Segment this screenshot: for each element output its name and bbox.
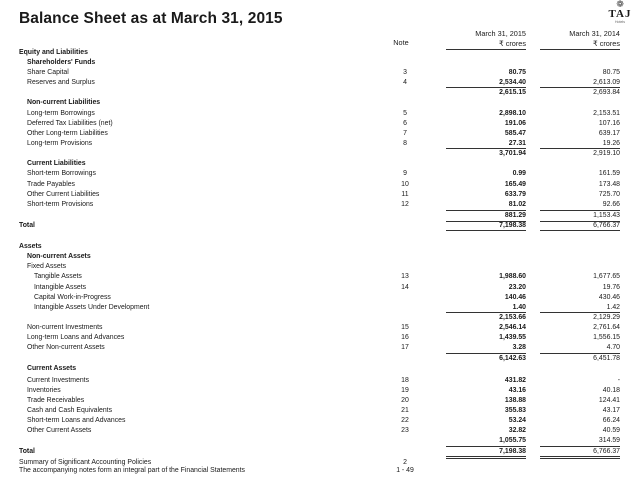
table-row xyxy=(0,333,638,343)
row-label: The accompanying notes form an integral part of the Financial Statements xyxy=(19,467,245,474)
row-label: Cash and Cash Equivalents xyxy=(27,407,113,414)
total-rule xyxy=(540,148,620,149)
subtotal-row xyxy=(0,354,638,364)
row-label: Other Current Liabilities xyxy=(27,191,100,198)
row-label: Tangible Assets xyxy=(34,273,82,280)
row-label: Shareholders' Funds xyxy=(27,59,96,66)
total-rule xyxy=(446,148,526,149)
column-2014-header xyxy=(540,29,620,49)
value-2015: 7,198.38 xyxy=(499,222,526,229)
table-row xyxy=(0,119,638,129)
table-row xyxy=(0,343,638,353)
table-row xyxy=(0,190,638,200)
value-2014: 6,766.37 xyxy=(593,448,620,455)
row-label: Intangible Assets Under Development xyxy=(34,304,150,311)
table-row xyxy=(0,466,638,476)
table-row xyxy=(0,58,638,68)
row-note: 16 xyxy=(401,334,409,341)
row-note: 15 xyxy=(401,324,409,331)
table-row xyxy=(0,242,638,252)
total-rule xyxy=(446,446,526,447)
taj-logo xyxy=(604,0,636,26)
value-2015: 165.49 xyxy=(504,181,526,188)
value-2015: 2,153.66 xyxy=(499,314,526,321)
row-label: Assets xyxy=(19,243,42,250)
value-2015: 53.24 xyxy=(508,417,526,424)
row-note: 20 xyxy=(401,397,409,404)
row-label: Current Investments xyxy=(27,377,90,384)
value-2014: 2,919.10 xyxy=(593,150,620,157)
table-row xyxy=(0,109,638,119)
table-row xyxy=(0,283,638,293)
row-label: Capital Work-in-Progress xyxy=(34,294,111,301)
value-2015: 585.47 xyxy=(504,130,526,137)
row-label: Total xyxy=(19,448,35,455)
row-label: Long-term Loans and Advances xyxy=(27,334,125,341)
table-row xyxy=(0,406,638,416)
value-2014: 1,153.43 xyxy=(593,212,620,219)
row-label: Short-term Loans and Advances xyxy=(27,417,126,424)
value-2014: 6,766.37 xyxy=(593,222,620,229)
value-2015: 881.29 xyxy=(504,212,526,219)
row-label: Inventories xyxy=(27,387,61,394)
row-note: 6 xyxy=(403,120,407,127)
table-row xyxy=(0,68,638,78)
table-row xyxy=(0,416,638,426)
row-note: 22 xyxy=(401,417,409,424)
column-2014-unit: ₹ crores xyxy=(593,39,620,48)
total-rule xyxy=(446,353,526,354)
table-row xyxy=(0,159,638,169)
logo-tagline: Hotels xyxy=(615,20,625,24)
value-2015: 81.02 xyxy=(508,201,526,208)
table-row xyxy=(0,386,638,396)
value-2015: 2,546.14 xyxy=(499,324,526,331)
row-label: Short-term Provisions xyxy=(27,201,94,208)
value-2015: 23.20 xyxy=(508,284,526,291)
row-label: Share Capital xyxy=(27,69,69,76)
row-label: Trade Receivables xyxy=(27,397,85,404)
row-label: Deferred Tax Liabilities (net) xyxy=(27,120,113,127)
row-label: Other Non-current Assets xyxy=(27,344,105,351)
total-rule xyxy=(540,446,620,447)
subtotal-row xyxy=(0,211,638,221)
value-2014: 1,677.65 xyxy=(593,273,620,280)
subtotal-row xyxy=(0,313,638,323)
value-2014: 2,153.51 xyxy=(593,110,620,117)
row-label: Trade Payables xyxy=(27,181,76,188)
total-rule xyxy=(540,230,620,231)
total-rule xyxy=(540,353,620,354)
value-2015: 1.40 xyxy=(512,304,526,311)
value-2014: 161.59 xyxy=(598,170,620,177)
value-2015: 140.46 xyxy=(504,294,526,301)
total-rule xyxy=(540,458,620,459)
table-row xyxy=(0,426,638,436)
value-2014: 66.24 xyxy=(602,417,620,424)
row-note: 12 xyxy=(401,201,409,208)
value-2015: 7,198.38 xyxy=(499,448,526,455)
value-2015: 27.31 xyxy=(508,140,526,147)
value-2015: 3,701.94 xyxy=(499,150,526,157)
table-row xyxy=(0,252,638,262)
value-2015: 633.79 xyxy=(504,191,526,198)
table-row xyxy=(0,262,638,272)
row-note: 18 xyxy=(401,377,409,384)
table-row xyxy=(0,98,638,108)
table-row xyxy=(0,364,638,374)
value-2015: 1,439.55 xyxy=(499,334,526,341)
table-row xyxy=(0,200,638,210)
row-note: 9 xyxy=(403,170,407,177)
subtotal-row xyxy=(0,149,638,159)
value-2014: 43.17 xyxy=(602,407,620,414)
logo-text: TAJ xyxy=(608,8,632,20)
row-label: Other Current Assets xyxy=(27,427,92,434)
row-note: 7 xyxy=(403,130,407,137)
value-2015: 32.82 xyxy=(508,427,526,434)
note-column-header: Note xyxy=(393,38,409,47)
value-2014: 6,451.78 xyxy=(593,355,620,362)
total-rule xyxy=(540,312,620,313)
value-2015: 2,898.10 xyxy=(499,110,526,117)
value-2015: 431.82 xyxy=(504,377,526,384)
row-note: 14 xyxy=(401,284,409,291)
table-row xyxy=(0,169,638,179)
total-rule xyxy=(446,87,526,88)
value-2014: 639.17 xyxy=(598,130,620,137)
row-note: 19 xyxy=(401,387,409,394)
table-row xyxy=(0,323,638,333)
value-2014: 2,129.29 xyxy=(593,314,620,321)
row-note: 23 xyxy=(401,427,409,434)
total-rule xyxy=(540,87,620,88)
row-label: Non-current Liabilities xyxy=(27,99,101,106)
value-2015: 1,055.75 xyxy=(499,437,526,444)
row-label: Current Assets xyxy=(27,365,77,372)
value-2015: 191.06 xyxy=(504,120,526,127)
value-2015: 3.28 xyxy=(512,344,526,351)
row-note: 17 xyxy=(401,344,409,351)
row-label: Other Long-term Liabilities xyxy=(27,130,108,137)
value-2015: 355.83 xyxy=(504,407,526,414)
row-note: 2 xyxy=(403,459,407,466)
total-rule xyxy=(540,221,620,222)
subtotal-row xyxy=(0,88,638,98)
row-label: Non-current Investments xyxy=(27,324,103,331)
total-rule xyxy=(446,456,526,457)
table-row xyxy=(0,180,638,190)
table-row xyxy=(0,48,638,58)
value-2014: 19.76 xyxy=(602,284,620,291)
value-2014: 314.59 xyxy=(598,437,620,444)
value-2014: 107.16 xyxy=(598,120,620,127)
row-label: Long-term Borrowings xyxy=(27,110,95,117)
value-2015: 1,988.60 xyxy=(499,273,526,280)
value-2014: 2,693.84 xyxy=(593,89,620,96)
column-2014-date: March 31, 2014 xyxy=(569,29,620,38)
total-rule xyxy=(540,210,620,211)
value-2014: 40.59 xyxy=(602,427,620,434)
column-2015-unit: ₹ crores xyxy=(499,39,526,48)
row-note: 1 - 49 xyxy=(396,467,414,474)
value-2014: 80.75 xyxy=(602,69,620,76)
row-note: 13 xyxy=(401,273,409,280)
value-2015: 0.99 xyxy=(512,170,526,177)
total-rule xyxy=(540,456,620,457)
column-2015-date: March 31, 2015 xyxy=(475,29,526,38)
table-row xyxy=(0,293,638,303)
table-row xyxy=(0,376,638,386)
value-2014: - xyxy=(617,377,620,384)
value-2015: 2,615.15 xyxy=(499,89,526,96)
value-2015: 43.16 xyxy=(508,387,526,394)
value-2015: 80.75 xyxy=(508,69,526,76)
row-note: 8 xyxy=(403,140,407,147)
value-2014: 430.46 xyxy=(598,294,620,301)
table-row xyxy=(0,129,638,139)
value-2015: 138.88 xyxy=(504,397,526,404)
total-rule xyxy=(446,210,526,211)
column-2015-header xyxy=(446,29,526,49)
value-2014: 4.70 xyxy=(606,344,620,351)
value-2014: 1,556.15 xyxy=(593,334,620,341)
page-title: Balance Sheet as at March 31, 2015 xyxy=(19,10,283,27)
value-2014: 40.18 xyxy=(602,387,620,394)
value-2014: 19.26 xyxy=(602,140,620,147)
value-2015: 6,142.63 xyxy=(499,355,526,362)
row-label: Summary of Significant Accounting Policies xyxy=(19,459,152,466)
table-row xyxy=(0,396,638,406)
row-note: 11 xyxy=(401,191,409,198)
value-2014: 1.42 xyxy=(606,304,620,311)
value-2014: 124.41 xyxy=(598,397,620,404)
total-rule xyxy=(446,458,526,459)
row-note: 5 xyxy=(403,110,407,117)
row-note: 21 xyxy=(401,407,409,414)
total-rule xyxy=(446,230,526,231)
row-label: Equity and Liabilities xyxy=(19,49,88,56)
row-label: Total xyxy=(19,222,35,229)
crest-icon: ❁ xyxy=(616,0,624,9)
row-note: 4 xyxy=(403,79,407,86)
value-2014: 2,613.09 xyxy=(593,79,620,86)
row-note: 10 xyxy=(401,181,409,188)
row-label: Current Liabilities xyxy=(27,160,86,167)
row-label: Non-current Assets xyxy=(27,253,91,260)
value-2014: 92.66 xyxy=(602,201,620,208)
row-label: Reserves and Surplus xyxy=(27,79,95,86)
row-label: Long-term Provisions xyxy=(27,140,93,147)
value-2014: 2,761.64 xyxy=(593,324,620,331)
subtotal-row xyxy=(0,436,638,446)
value-2014: 173.48 xyxy=(598,181,620,188)
table-row xyxy=(0,272,638,282)
value-2015: 2,534.40 xyxy=(499,79,526,86)
total-rule xyxy=(446,221,526,222)
row-label: Short-term Borrowings xyxy=(27,170,96,177)
row-label: Intangible Assets xyxy=(34,284,87,291)
row-label: Fixed Assets xyxy=(27,263,67,270)
total-rule xyxy=(446,312,526,313)
row-note: 3 xyxy=(403,69,407,76)
value-2014: 725.70 xyxy=(598,191,620,198)
